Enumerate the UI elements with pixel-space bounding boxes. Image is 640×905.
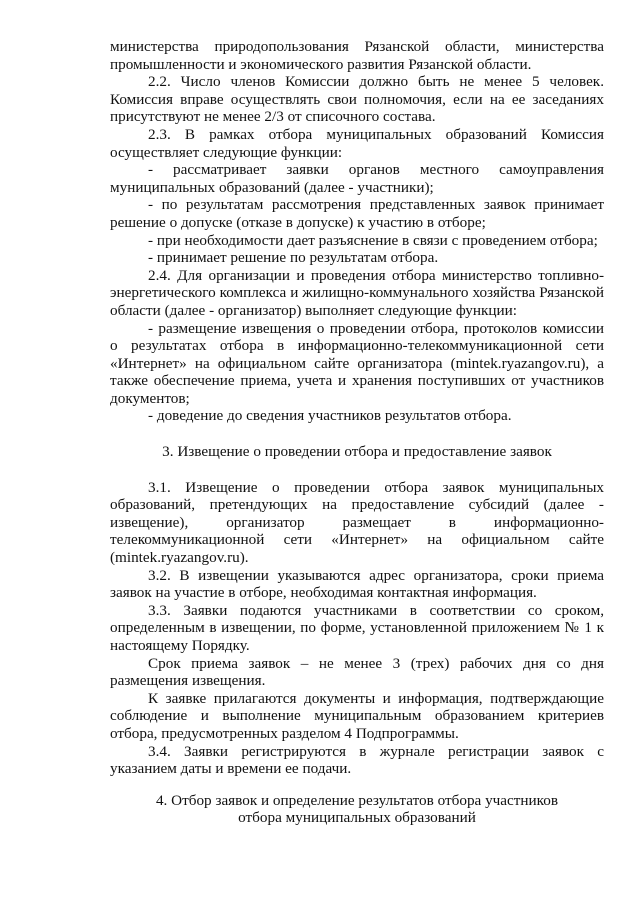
paragraph-3-4: 3.4. Заявки регистрируются в журнале регистрации заявок с указанием даты и времени ее подачи. <box>110 742 604 778</box>
section-4-heading-line2: отбора муниципальных образований <box>238 809 476 827</box>
list-item-clarification: - при необходимости дает разъяснение в связи с проведением отбора; <box>148 231 598 249</box>
paragraph-commission-members-continued: министерства природопользования Рязанской области, министерства промышленности и экономического развития Рязанской области. <box>110 38 604 73</box>
paragraph-deadline: Срок приема заявок – не менее 3 (трех) рабочих дня со дня размещения извещения. <box>110 654 604 690</box>
list-item-admission-decision: - по результатам рассмотрения представленных заявок принимает решение о допуске (отказе в допуске) к участию в отборе; <box>110 196 604 231</box>
paragraph-2-4: 2.4. Для организации и проведения отбора министерство топливно-энергетического комплекса и жилищно-коммунального хозяйства Рязанской области (далее - организатор) выполняет следующие функции: <box>110 266 604 319</box>
section-4-heading-line1: 4. Отбор заявок и определение результатов отбора участников <box>155 791 559 809</box>
spacer <box>110 778 604 792</box>
list-item-publishing-notice: - размещение извещения о проведении отбора, протоколов комиссии о результатах отбора в информационно-телекоммуникационной сети «Интернет» на официальном сайте организатора (mintek.ryazangov.ru), а также обеспечение приема, учета и хранения поступивших от участников документов; <box>110 319 604 407</box>
paragraph-2-3: 2.3. В рамках отбора муниципальных образований Комиссия осуществляет следующие функции: <box>110 125 604 161</box>
section-3-heading: 3. Извещение о проведении отбора и предоставление заявок <box>162 443 552 461</box>
paragraph-2-2: 2.2. Число членов Комиссии должно быть не менее 5 человек. Комиссия вправе осуществлять свои полномочия, если на ее заседаниях присутствуют не менее 2/3 от списочного состава. <box>110 73 604 126</box>
paragraph-3-2: 3.2. В извещении указываются адрес организатора, сроки приема заявок на участие в отборе, необходимая контактная информация. <box>110 566 604 602</box>
list-item-selection-decision: - принимает решение по результатам отбора. <box>148 249 439 267</box>
spacer <box>110 461 604 479</box>
paragraph-attachments: К заявке прилагаются документы и информация, подтверждающие соблюдение и выполнение муниципальным образованием критериев отбора, предусмотренных разделом 4 Подпрограммы. <box>110 689 604 742</box>
paragraph-3-1: 3.1. Извещение о проведении отбора заявок муниципальных образований, претендующих на предоставление субсидий (далее - извещение), организатор размещает в информационно-телекоммуникационной сети «Интернет» на официальном сайте (mintek.ryazangov.ru). <box>110 478 604 567</box>
spacer <box>110 425 604 443</box>
paragraph-3-3: 3.3. Заявки подаются участниками в соответствии со сроком, определенным в извещении, по форме, установленной приложением № 1 к настоящему Порядку. <box>110 601 604 654</box>
list-item-review-applications: - рассматривает заявки органов местного самоуправления муниципальных образований (далее - участники); <box>110 161 604 196</box>
list-item-informing-results: - доведение до сведения участников результатов отбора. <box>148 407 512 425</box>
document-page <box>110 38 604 827</box>
